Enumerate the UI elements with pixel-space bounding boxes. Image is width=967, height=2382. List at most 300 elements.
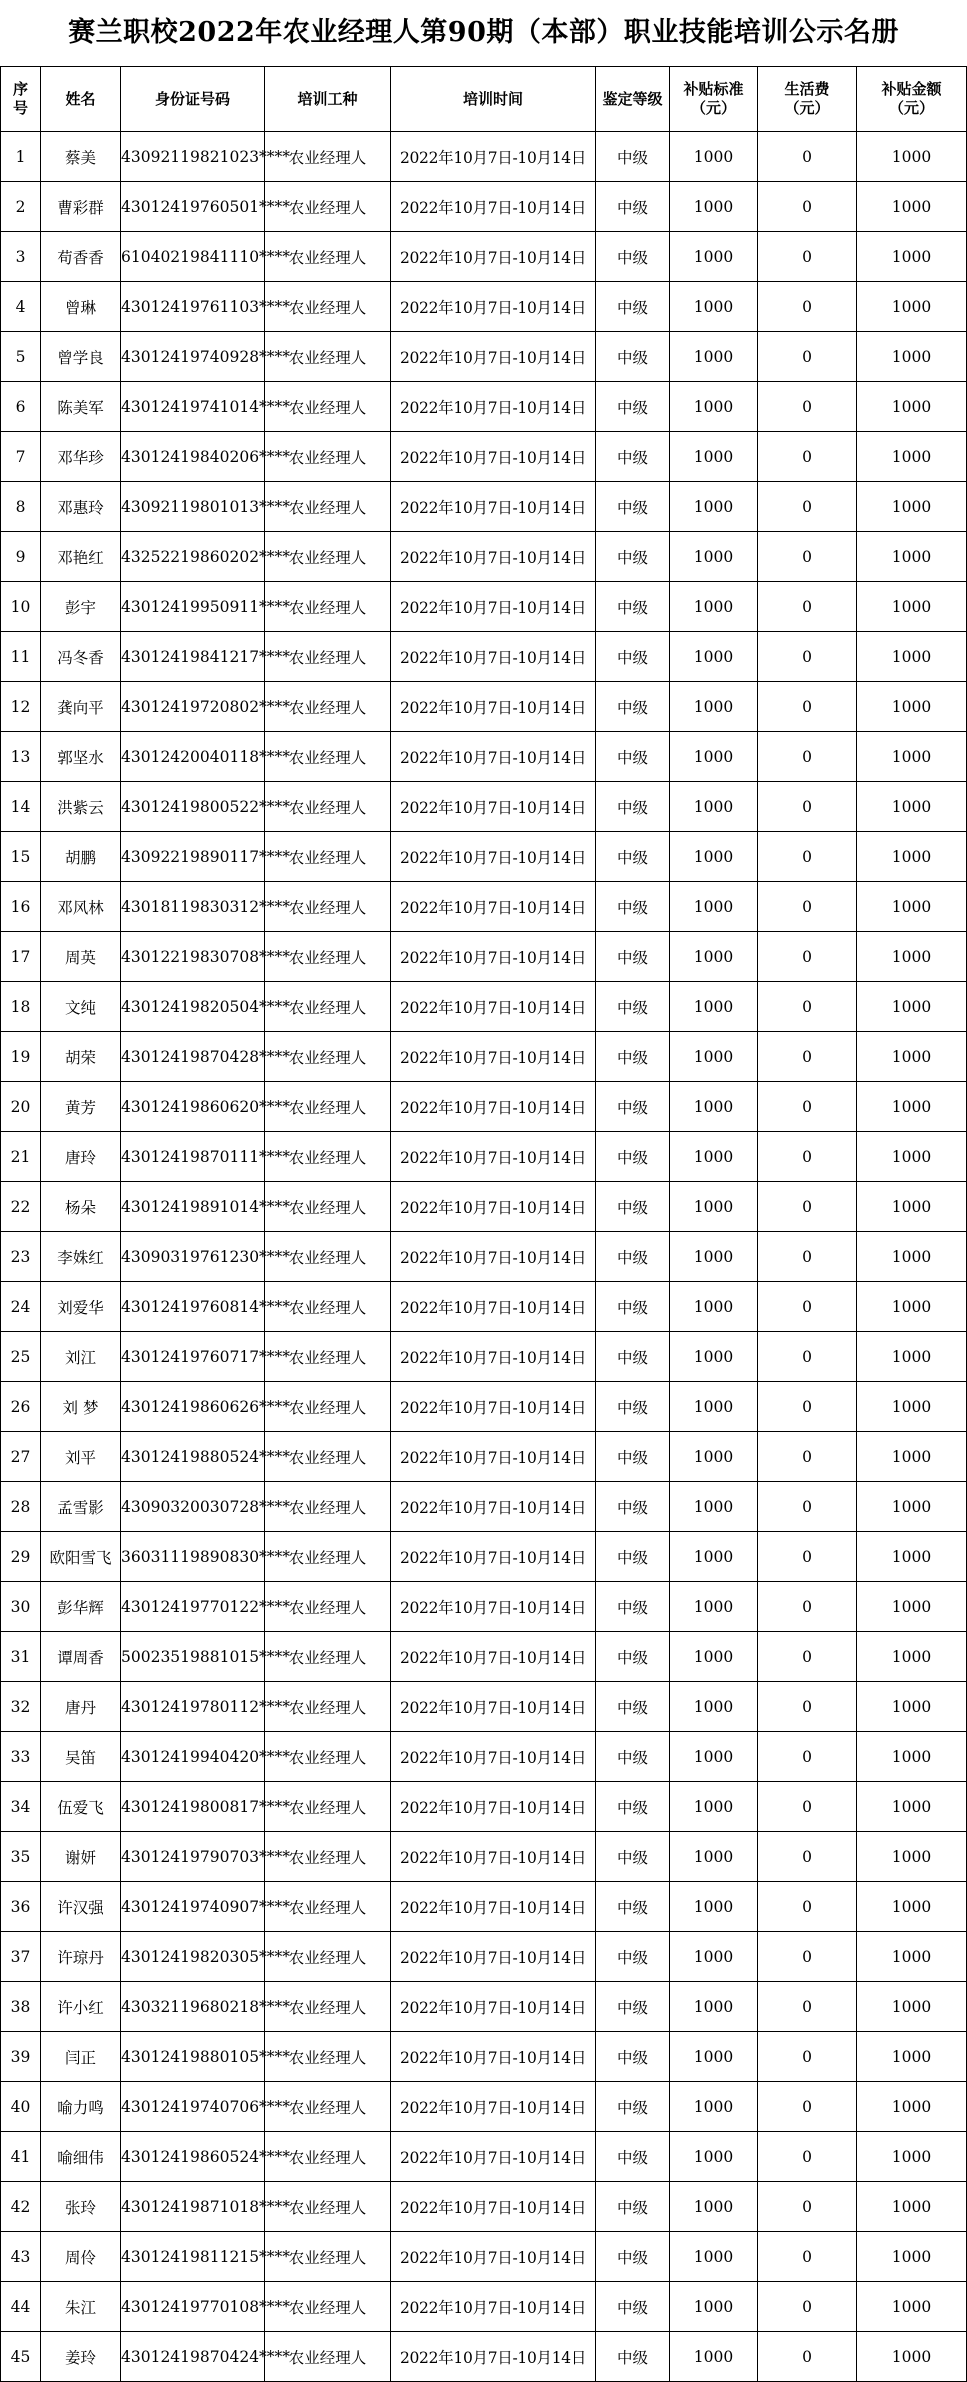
cell-subsidy-amount: 1000 (857, 1982, 967, 2032)
cell-name: 龚向平 (41, 682, 121, 732)
cell-living-cost: 0 (758, 432, 857, 482)
cell-trade: 农业经理人 (265, 2082, 391, 2132)
cell-level: 中级 (596, 1532, 670, 1582)
cell-subsidy-amount: 1000 (857, 882, 967, 932)
table-row (1, 382, 967, 432)
cell-subsidy-amount: 1000 (857, 2232, 967, 2282)
cell-subsidy-standard: 1000 (670, 1932, 758, 1982)
cell-id-number: 43012419880524**** (121, 1432, 265, 1482)
cell-subsidy-amount: 1000 (857, 2282, 967, 2332)
table-row (1, 1832, 967, 1882)
cell-period: 2022年10月7日-10月14日 (391, 232, 596, 282)
table-row (1, 2132, 967, 2182)
cell-trade: 农业经理人 (265, 682, 391, 732)
cell-period: 2022年10月7日-10月14日 (391, 982, 596, 1032)
cell-name: 刘 梦 (41, 1382, 121, 1432)
cell-subsidy-standard: 1000 (670, 932, 758, 982)
table-row (1, 1282, 967, 1332)
cell-id-number: 43012419870111**** (121, 1132, 265, 1182)
cell-period: 2022年10月7日-10月14日 (391, 1882, 596, 1932)
cell-id-number: 43012419740907**** (121, 1882, 265, 1932)
cell-period: 2022年10月7日-10月14日 (391, 482, 596, 532)
cell-id-number: 43012419760814**** (121, 1282, 265, 1332)
cell-trade: 农业经理人 (265, 1382, 391, 1432)
cell-level: 中级 (596, 1882, 670, 1932)
cell-subsidy-standard: 1000 (670, 1182, 758, 1232)
cell-level: 中级 (596, 782, 670, 832)
cell-level: 中级 (596, 932, 670, 982)
cell-period: 2022年10月7日-10月14日 (391, 1432, 596, 1482)
cell-name: 李姝红 (41, 1232, 121, 1282)
header-living-cost-line2: （元） (784, 99, 830, 117)
cell-subsidy-amount: 1000 (857, 682, 967, 732)
cell-subsidy-standard: 1000 (670, 1082, 758, 1132)
cell-subsidy-amount: 1000 (857, 782, 967, 832)
cell-level: 中级 (596, 2032, 670, 2082)
cell-living-cost: 0 (758, 2332, 857, 2382)
cell-living-cost: 0 (758, 882, 857, 932)
table-row (1, 1132, 967, 1182)
cell-trade: 农业经理人 (265, 982, 391, 1032)
cell-living-cost: 0 (758, 2182, 857, 2232)
table-row (1, 1932, 967, 1982)
cell-name: 周英 (41, 932, 121, 982)
cell-id-number: 43012419761103**** (121, 282, 265, 332)
cell-period: 2022年10月7日-10月14日 (391, 682, 596, 732)
cell-subsidy-standard: 1000 (670, 1682, 758, 1732)
cell-period: 2022年10月7日-10月14日 (391, 132, 596, 182)
cell-subsidy-standard: 1000 (670, 432, 758, 482)
table-row (1, 332, 967, 382)
cell-name: 谢妍 (41, 1832, 121, 1882)
cell-name: 孟雪影 (41, 1482, 121, 1532)
cell-trade: 农业经理人 (265, 1732, 391, 1782)
cell-subsidy-standard: 1000 (670, 632, 758, 682)
cell-subsidy-amount: 1000 (857, 1082, 967, 1132)
cell-seq: 21 (1, 1132, 41, 1182)
cell-id-number: 43012419880105**** (121, 2032, 265, 2082)
cell-subsidy-standard: 1000 (670, 1882, 758, 1932)
cell-living-cost: 0 (758, 632, 857, 682)
header-row (1, 67, 967, 132)
cell-trade: 农业经理人 (265, 1482, 391, 1532)
cell-id-number: 50023519881015**** (121, 1632, 265, 1682)
cell-subsidy-standard: 1000 (670, 2182, 758, 2232)
cell-subsidy-standard: 1000 (670, 2282, 758, 2332)
cell-living-cost: 0 (758, 1032, 857, 1082)
cell-id-number: 43012419840206**** (121, 432, 265, 482)
cell-level: 中级 (596, 382, 670, 432)
header-living-cost (758, 67, 857, 132)
cell-subsidy-amount: 1000 (857, 1132, 967, 1182)
cell-id-number: 43012419770122**** (121, 1582, 265, 1632)
cell-level: 中级 (596, 632, 670, 682)
cell-trade: 农业经理人 (265, 482, 391, 532)
cell-seq: 45 (1, 2332, 41, 2382)
cell-level: 中级 (596, 432, 670, 482)
cell-level: 中级 (596, 1982, 670, 2032)
table-row (1, 2032, 967, 2082)
cell-subsidy-amount: 1000 (857, 1282, 967, 1332)
cell-name: 蔡美 (41, 132, 121, 182)
cell-trade: 农业经理人 (265, 2132, 391, 2182)
cell-subsidy-standard: 1000 (670, 332, 758, 382)
cell-level: 中级 (596, 1582, 670, 1632)
cell-trade: 农业经理人 (265, 282, 391, 332)
cell-level: 中级 (596, 2082, 670, 2132)
cell-subsidy-amount: 1000 (857, 1332, 967, 1382)
cell-living-cost: 0 (758, 782, 857, 832)
cell-id-number: 36031119890830**** (121, 1532, 265, 1582)
cell-period: 2022年10月7日-10月14日 (391, 432, 596, 482)
table-row (1, 682, 967, 732)
cell-living-cost: 0 (758, 2132, 857, 2182)
cell-level: 中级 (596, 482, 670, 532)
cell-trade: 农业经理人 (265, 832, 391, 882)
cell-level: 中级 (596, 1332, 670, 1382)
table-row (1, 2182, 967, 2232)
table-row (1, 982, 967, 1032)
cell-subsidy-standard: 1000 (670, 1832, 758, 1882)
cell-trade: 农业经理人 (265, 1982, 391, 2032)
cell-level: 中级 (596, 232, 670, 282)
table-row (1, 932, 967, 982)
cell-level: 中级 (596, 2332, 670, 2382)
header-trade: 培训工种 (265, 67, 391, 132)
cell-seq: 5 (1, 332, 41, 382)
cell-id-number: 43018119830312**** (121, 882, 265, 932)
cell-seq: 38 (1, 1982, 41, 2032)
cell-trade: 农业经理人 (265, 932, 391, 982)
cell-subsidy-standard: 1000 (670, 882, 758, 932)
cell-living-cost: 0 (758, 1782, 857, 1832)
table-row (1, 2082, 967, 2132)
header-subsidy-amount (857, 67, 967, 132)
cell-living-cost: 0 (758, 532, 857, 582)
cell-subsidy-standard: 1000 (670, 182, 758, 232)
header-seq-line1: 序 (12, 80, 28, 98)
cell-name: 彭宇 (41, 582, 121, 632)
cell-name: 曹彩群 (41, 182, 121, 232)
cell-living-cost: 0 (758, 1232, 857, 1282)
table-row (1, 832, 967, 882)
cell-seq: 32 (1, 1682, 41, 1732)
cell-id-number: 43012419820504**** (121, 982, 265, 1032)
roster-body (1, 132, 967, 2382)
table-row (1, 432, 967, 482)
table-row (1, 2332, 967, 2382)
cell-period: 2022年10月7日-10月14日 (391, 1082, 596, 1132)
cell-living-cost: 0 (758, 1832, 857, 1882)
cell-subsidy-standard: 1000 (670, 682, 758, 732)
table-row (1, 232, 967, 282)
cell-name: 冯冬香 (41, 632, 121, 682)
cell-living-cost: 0 (758, 332, 857, 382)
cell-id-number: 43012419740706**** (121, 2082, 265, 2132)
cell-level: 中级 (596, 1732, 670, 1782)
cell-subsidy-standard: 1000 (670, 732, 758, 782)
cell-seq: 31 (1, 1632, 41, 1682)
cell-id-number: 43012419860626**** (121, 1382, 265, 1432)
cell-name: 张玲 (41, 2182, 121, 2232)
cell-period: 2022年10月7日-10月14日 (391, 932, 596, 982)
cell-name: 周伶 (41, 2232, 121, 2282)
cell-trade: 农业经理人 (265, 732, 391, 782)
table-row (1, 1632, 967, 1682)
table-row (1, 1482, 967, 1532)
cell-trade: 农业经理人 (265, 2032, 391, 2082)
cell-level: 中级 (596, 1232, 670, 1282)
cell-id-number: 43012420040118**** (121, 732, 265, 782)
cell-subsidy-amount: 1000 (857, 382, 967, 432)
cell-subsidy-amount: 1000 (857, 2082, 967, 2132)
cell-subsidy-amount: 1000 (857, 332, 967, 382)
table-row (1, 1732, 967, 1782)
cell-trade: 农业经理人 (265, 882, 391, 932)
cell-seq: 13 (1, 732, 41, 782)
cell-period: 2022年10月7日-10月14日 (391, 1582, 596, 1632)
cell-trade: 农业经理人 (265, 232, 391, 282)
cell-level: 中级 (596, 2282, 670, 2332)
cell-period: 2022年10月7日-10月14日 (391, 1482, 596, 1532)
cell-id-number: 43012419780112**** (121, 1682, 265, 1732)
cell-subsidy-amount: 1000 (857, 1232, 967, 1282)
cell-living-cost: 0 (758, 232, 857, 282)
header-seq-line2: 号 (12, 99, 28, 117)
cell-level: 中级 (596, 1432, 670, 1482)
cell-seq: 16 (1, 882, 41, 932)
cell-subsidy-standard: 1000 (670, 1482, 758, 1532)
cell-subsidy-amount: 1000 (857, 932, 967, 982)
cell-seq: 30 (1, 1582, 41, 1632)
cell-living-cost: 0 (758, 1682, 857, 1732)
cell-name: 欧阳雪飞 (41, 1532, 121, 1582)
cell-subsidy-standard: 1000 (670, 132, 758, 182)
cell-seq: 14 (1, 782, 41, 832)
cell-subsidy-standard: 1000 (670, 482, 758, 532)
cell-trade: 农业经理人 (265, 1832, 391, 1882)
cell-subsidy-standard: 1000 (670, 782, 758, 832)
header-seq (1, 67, 41, 132)
cell-level: 中级 (596, 1932, 670, 1982)
cell-subsidy-amount: 1000 (857, 182, 967, 232)
cell-id-number: 43012419950911**** (121, 582, 265, 632)
cell-subsidy-standard: 1000 (670, 282, 758, 332)
cell-living-cost: 0 (758, 1582, 857, 1632)
cell-living-cost: 0 (758, 1732, 857, 1782)
cell-subsidy-amount: 1000 (857, 1782, 967, 1832)
cell-subsidy-standard: 1000 (670, 1782, 758, 1832)
table-row (1, 482, 967, 532)
cell-level: 中级 (596, 1682, 670, 1732)
cell-name: 曾琳 (41, 282, 121, 332)
cell-seq: 4 (1, 282, 41, 332)
table-row (1, 1382, 967, 1432)
header-subsidy-amount-line2: （元） (888, 99, 934, 117)
cell-subsidy-standard: 1000 (670, 1432, 758, 1482)
cell-living-cost: 0 (758, 182, 857, 232)
header-living-cost-line1: 生活费 (784, 80, 830, 98)
cell-living-cost: 0 (758, 132, 857, 182)
cell-seq: 12 (1, 682, 41, 732)
cell-subsidy-amount: 1000 (857, 232, 967, 282)
cell-subsidy-amount: 1000 (857, 2132, 967, 2182)
cell-name: 邓艳红 (41, 532, 121, 582)
cell-subsidy-standard: 1000 (670, 382, 758, 432)
cell-trade: 农业经理人 (265, 1282, 391, 1332)
cell-subsidy-standard: 1000 (670, 1632, 758, 1682)
cell-name: 谭周香 (41, 1632, 121, 1682)
table-row (1, 632, 967, 682)
cell-period: 2022年10月7日-10月14日 (391, 1632, 596, 1682)
cell-name: 刘爱华 (41, 1282, 121, 1332)
cell-trade: 农业经理人 (265, 1232, 391, 1282)
cell-trade: 农业经理人 (265, 1582, 391, 1632)
cell-level: 中级 (596, 882, 670, 932)
cell-seq: 17 (1, 932, 41, 982)
cell-seq: 34 (1, 1782, 41, 1832)
cell-name: 陈美军 (41, 382, 121, 432)
cell-period: 2022年10月7日-10月14日 (391, 2232, 596, 2282)
cell-id-number: 43012419811215**** (121, 2232, 265, 2282)
cell-id-number: 43252219860202**** (121, 532, 265, 582)
table-row (1, 1182, 967, 1232)
cell-trade: 农业经理人 (265, 1632, 391, 1682)
cell-seq: 26 (1, 1382, 41, 1432)
cell-trade: 农业经理人 (265, 1332, 391, 1382)
cell-subsidy-standard: 1000 (670, 1032, 758, 1082)
cell-name: 苟香香 (41, 232, 121, 282)
header-id: 身份证号码 (121, 67, 265, 132)
cell-trade: 农业经理人 (265, 382, 391, 432)
cell-subsidy-amount: 1000 (857, 1532, 967, 1582)
cell-level: 中级 (596, 1832, 670, 1882)
cell-name: 胡鹏 (41, 832, 121, 882)
cell-id-number: 43012419720802**** (121, 682, 265, 732)
cell-period: 2022年10月7日-10月14日 (391, 332, 596, 382)
cell-subsidy-standard: 1000 (670, 982, 758, 1032)
cell-level: 中级 (596, 1082, 670, 1132)
cell-period: 2022年10月7日-10月14日 (391, 1232, 596, 1282)
cell-id-number: 43012419870428**** (121, 1032, 265, 1082)
cell-id-number: 43012419820305**** (121, 1932, 265, 1982)
table-row (1, 582, 967, 632)
cell-name: 唐玲 (41, 1132, 121, 1182)
cell-subsidy-standard: 1000 (670, 2132, 758, 2182)
cell-subsidy-amount: 1000 (857, 132, 967, 182)
cell-name: 刘平 (41, 1432, 121, 1482)
cell-seq: 39 (1, 2032, 41, 2082)
cell-trade: 农业经理人 (265, 1532, 391, 1582)
cell-id-number: 43012419841217**** (121, 632, 265, 682)
cell-trade: 农业经理人 (265, 2282, 391, 2332)
cell-period: 2022年10月7日-10月14日 (391, 782, 596, 832)
cell-seq: 23 (1, 1232, 41, 1282)
cell-subsidy-standard: 1000 (670, 532, 758, 582)
cell-id-number: 43012419860620**** (121, 1082, 265, 1132)
cell-subsidy-standard: 1000 (670, 2332, 758, 2382)
cell-name: 文纯 (41, 982, 121, 1032)
cell-period: 2022年10月7日-10月14日 (391, 882, 596, 932)
cell-subsidy-amount: 1000 (857, 732, 967, 782)
cell-name: 唐丹 (41, 1682, 121, 1732)
cell-period: 2022年10月7日-10月14日 (391, 1782, 596, 1832)
cell-level: 中级 (596, 1382, 670, 1432)
cell-period: 2022年10月7日-10月14日 (391, 1732, 596, 1782)
cell-subsidy-standard: 1000 (670, 2232, 758, 2282)
cell-seq: 41 (1, 2132, 41, 2182)
cell-subsidy-amount: 1000 (857, 1932, 967, 1982)
cell-id-number: 43012419860524**** (121, 2132, 265, 2182)
cell-subsidy-standard: 1000 (670, 1582, 758, 1632)
header-name: 姓名 (41, 67, 121, 132)
cell-id-number: 43092119801013**** (121, 482, 265, 532)
cell-trade: 农业经理人 (265, 1682, 391, 1732)
cell-id-number: 43012419940420**** (121, 1732, 265, 1782)
cell-seq: 8 (1, 482, 41, 532)
cell-living-cost: 0 (758, 682, 857, 732)
cell-name: 邓华珍 (41, 432, 121, 482)
cell-id-number: 43012419800522**** (121, 782, 265, 832)
cell-trade: 农业经理人 (265, 132, 391, 182)
cell-living-cost: 0 (758, 1132, 857, 1182)
table-row (1, 532, 967, 582)
cell-period: 2022年10月7日-10月14日 (391, 1282, 596, 1332)
cell-period: 2022年10月7日-10月14日 (391, 2082, 596, 2132)
cell-level: 中级 (596, 2132, 670, 2182)
cell-trade: 农业经理人 (265, 332, 391, 382)
cell-living-cost: 0 (758, 1482, 857, 1532)
cell-seq: 19 (1, 1032, 41, 1082)
cell-living-cost: 0 (758, 1282, 857, 1332)
cell-living-cost: 0 (758, 482, 857, 532)
cell-name: 许小红 (41, 1982, 121, 2032)
cell-trade: 农业经理人 (265, 532, 391, 582)
table-row (1, 1882, 967, 1932)
cell-level: 中级 (596, 132, 670, 182)
cell-subsidy-standard: 1000 (670, 1232, 758, 1282)
cell-period: 2022年10月7日-10月14日 (391, 582, 596, 632)
table-row (1, 1682, 967, 1732)
cell-subsidy-amount: 1000 (857, 1032, 967, 1082)
cell-level: 中级 (596, 1182, 670, 1232)
cell-name: 许琼丹 (41, 1932, 121, 1982)
cell-level: 中级 (596, 332, 670, 382)
table-row (1, 1082, 967, 1132)
cell-living-cost: 0 (758, 382, 857, 432)
cell-subsidy-standard: 1000 (670, 1982, 758, 2032)
cell-living-cost: 0 (758, 1332, 857, 1382)
cell-seq: 7 (1, 432, 41, 482)
cell-name: 洪紫云 (41, 782, 121, 832)
cell-id-number: 43012419741014**** (121, 382, 265, 432)
cell-subsidy-amount: 1000 (857, 2182, 967, 2232)
cell-period: 2022年10月7日-10月14日 (391, 382, 596, 432)
cell-id-number: 43012419891014**** (121, 1182, 265, 1232)
cell-period: 2022年10月7日-10月14日 (391, 2282, 596, 2332)
cell-subsidy-amount: 1000 (857, 532, 967, 582)
cell-period: 2022年10月7日-10月14日 (391, 732, 596, 782)
cell-seq: 1 (1, 132, 41, 182)
cell-subsidy-amount: 1000 (857, 832, 967, 882)
cell-name: 邓惠玲 (41, 482, 121, 532)
cell-name: 杨朵 (41, 1182, 121, 1232)
cell-period: 2022年10月7日-10月14日 (391, 632, 596, 682)
cell-name: 郭坚水 (41, 732, 121, 782)
cell-seq: 3 (1, 232, 41, 282)
cell-name: 胡荣 (41, 1032, 121, 1082)
table-row (1, 2282, 967, 2332)
